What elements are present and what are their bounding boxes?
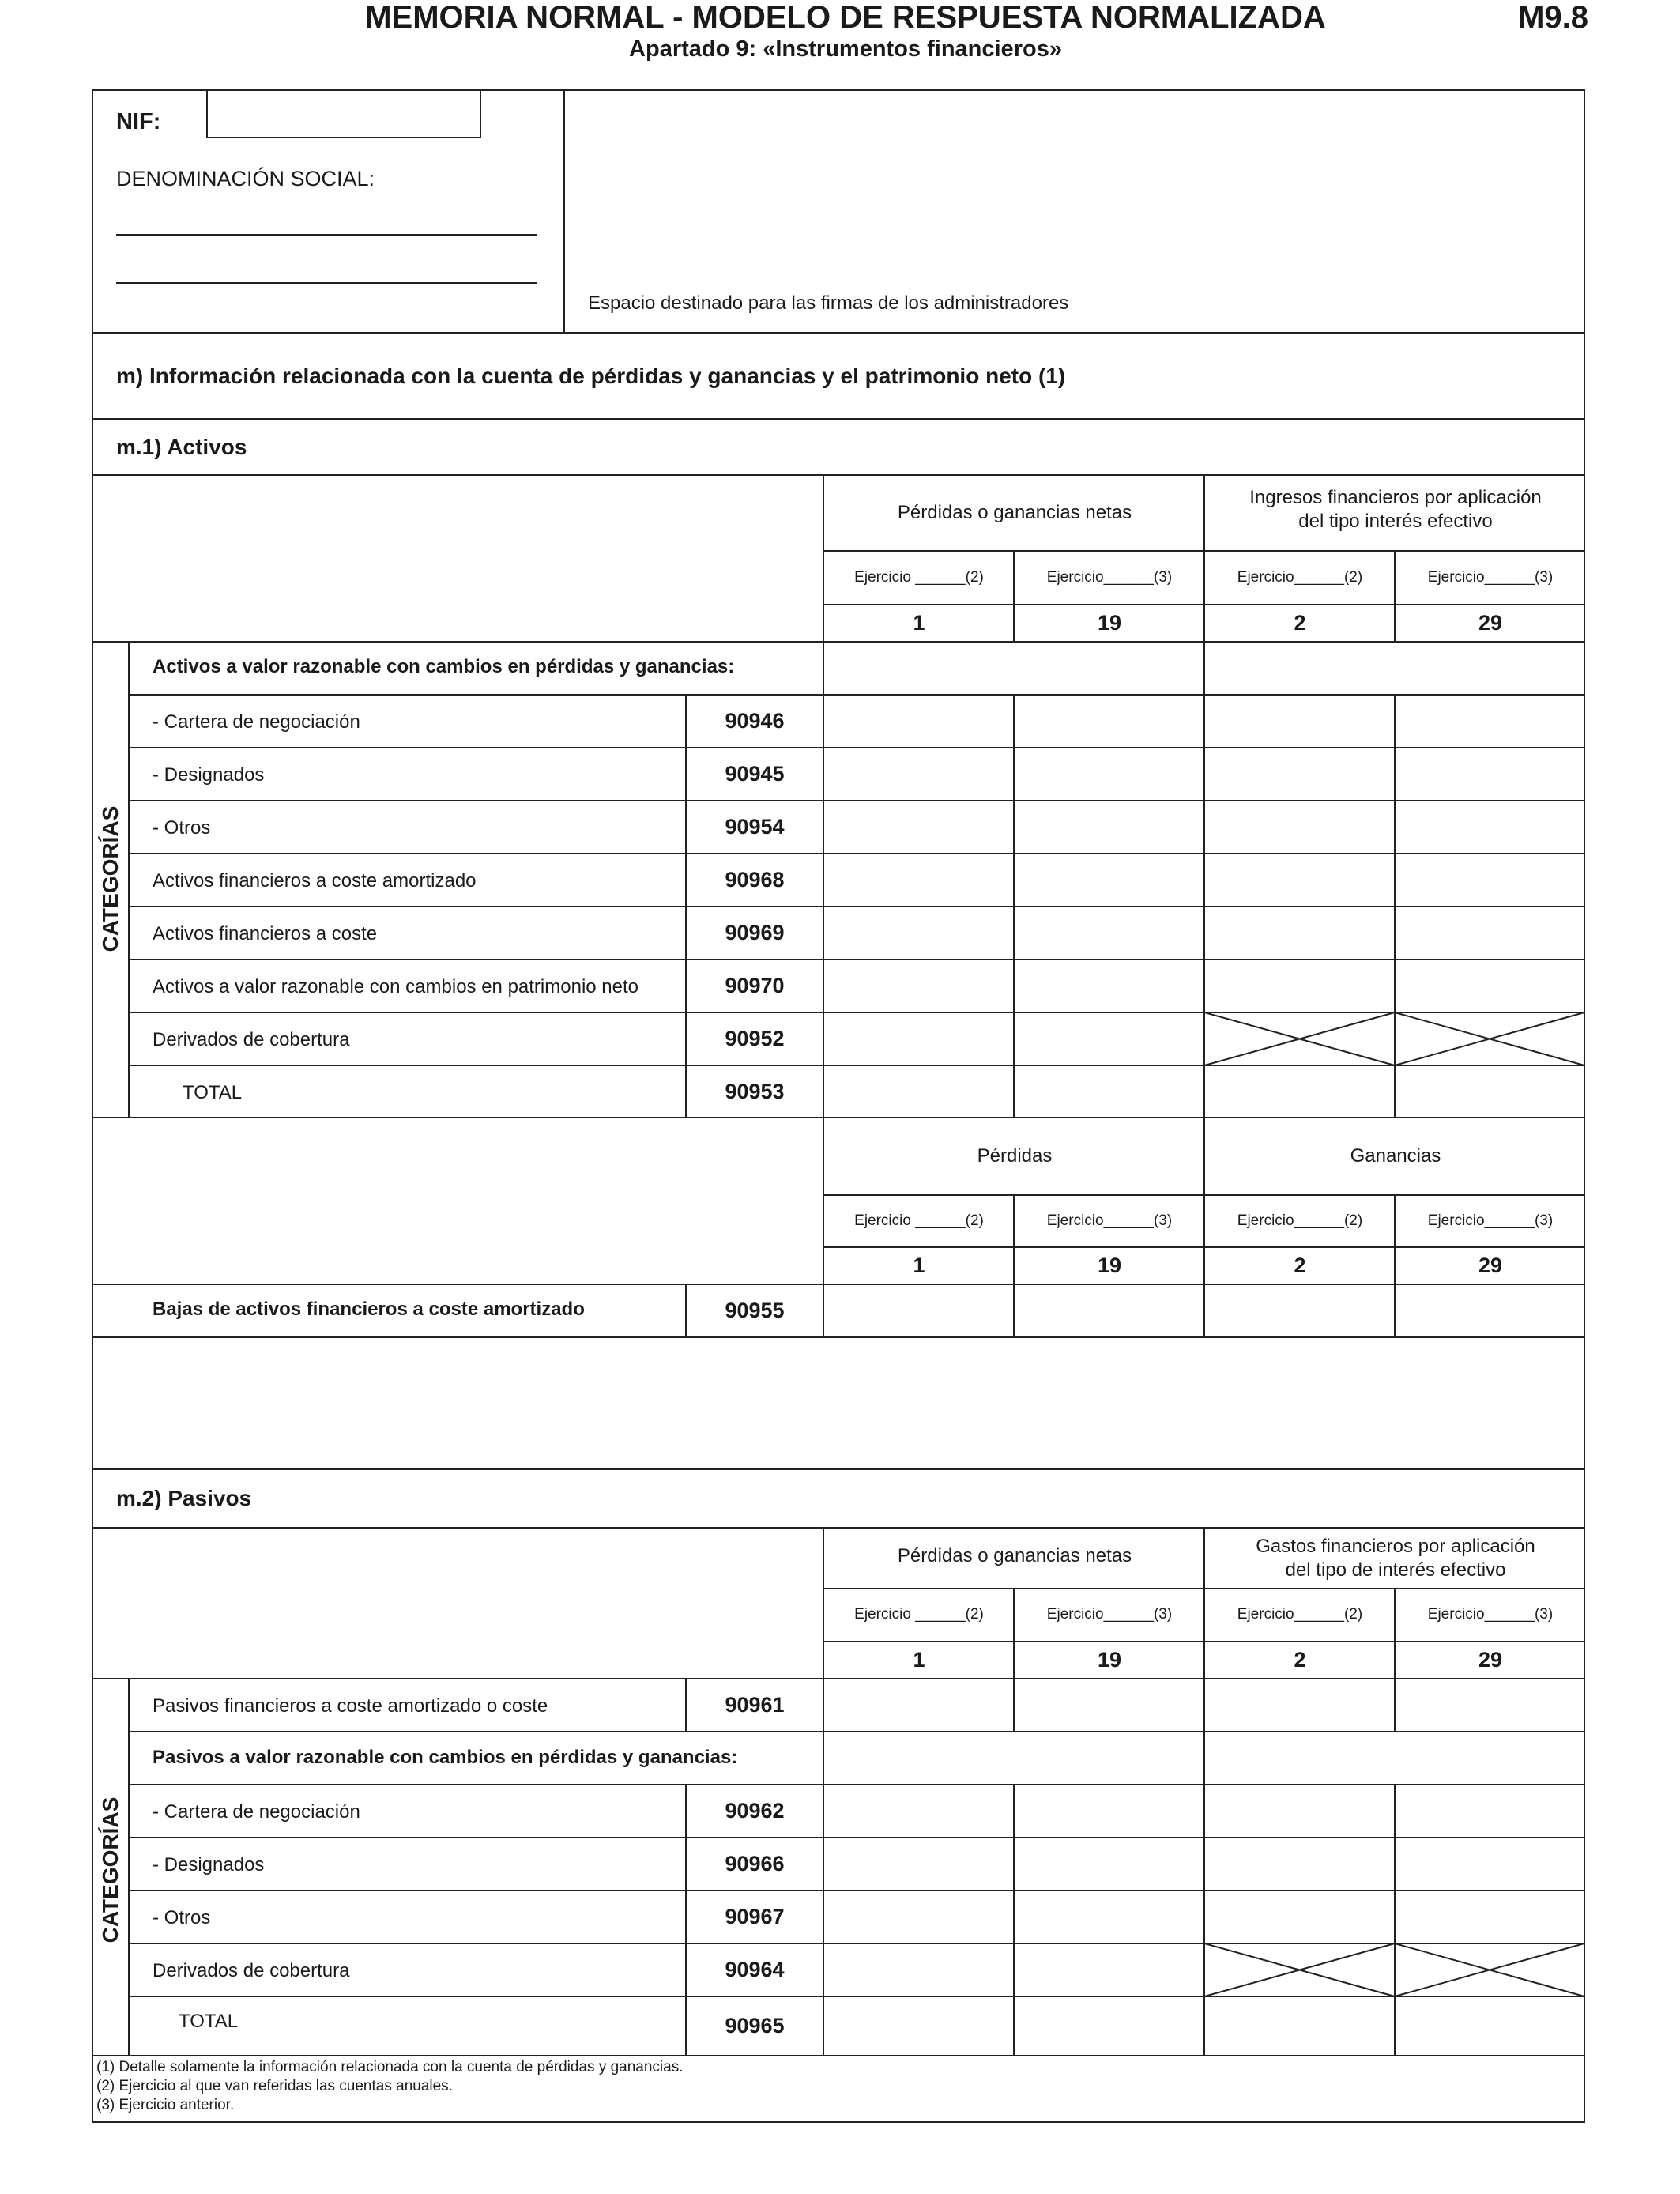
bajas-ej-col-4: Ejercicio______(3) bbox=[1427, 1212, 1554, 1229]
activos-ej-col-2: Ejercicio______(3) bbox=[1046, 569, 1173, 586]
amount-input-cell[interactable] bbox=[1396, 855, 1583, 905]
amount-input-cell[interactable] bbox=[1206, 1286, 1393, 1336]
pasivos-group-perdidas-ganancias: Pérdidas o ganancias netas bbox=[897, 1545, 1132, 1566]
amount-input-cell[interactable] bbox=[1206, 802, 1393, 852]
activos-row-code: 90945 bbox=[725, 762, 785, 786]
pasivos-total-label: TOTAL bbox=[179, 2011, 239, 2032]
signature-space-label: Espacio destinado para las firmas de los administradores bbox=[588, 292, 1069, 314]
activos-row-label: - Designados bbox=[153, 764, 265, 786]
amount-input-cell[interactable] bbox=[1396, 802, 1583, 852]
activos-title: m.1) Activos bbox=[116, 435, 247, 459]
pasivos-colnum-4: 29 bbox=[1478, 1648, 1503, 1672]
pasivos-row-code: 90967 bbox=[725, 1905, 785, 1928]
amount-input-cell[interactable] bbox=[1396, 908, 1583, 958]
activos-colnum-4: 29 bbox=[1478, 611, 1503, 635]
amount-input-cell[interactable] bbox=[1206, 1786, 1393, 1836]
pasivos-categorias-label: CATEGORÍAS bbox=[98, 1796, 122, 1943]
amount-input-cell[interactable] bbox=[825, 1839, 1012, 1889]
amount-input-cell[interactable] bbox=[825, 908, 1012, 958]
activos-categorias-label: CATEGORÍAS bbox=[98, 805, 122, 952]
activos-row-label: Activos financieros a coste amortizado bbox=[153, 870, 477, 892]
bajas-ej-col-3: Ejercicio______(2) bbox=[1237, 1212, 1363, 1229]
bajas-ej-col-2: Ejercicio______(3) bbox=[1046, 1212, 1173, 1229]
pasivos-colnum-1: 1 bbox=[913, 1648, 925, 1672]
amount-input-cell[interactable] bbox=[825, 749, 1012, 799]
amount-input-cell[interactable] bbox=[1015, 1286, 1203, 1336]
pasivos-group-gastos-line2: del tipo de interés efectivo bbox=[1285, 1559, 1506, 1581]
denominacion-label: DENOMINACIÓN SOCIAL: bbox=[116, 167, 375, 190]
activos-row-code: 90969 bbox=[725, 921, 785, 944]
pasivos-row-label: - Designados bbox=[153, 1854, 265, 1875]
pasivos-first-row-code: 90961 bbox=[725, 1693, 785, 1717]
footnote-2: (2) Ejercicio al que van referidas las cuentas anuales. bbox=[96, 2078, 453, 2094]
activos-colnum-1: 1 bbox=[913, 611, 925, 635]
amount-input-cell[interactable] bbox=[825, 802, 1012, 852]
nif-label: NIF: bbox=[116, 109, 161, 134]
amount-input-cell[interactable] bbox=[1206, 1892, 1393, 1942]
denominacion-line-2[interactable] bbox=[116, 252, 537, 282]
amount-input-cell[interactable] bbox=[825, 1945, 1012, 1995]
form-subtitle: Apartado 9: «Instrumentos financieros» bbox=[629, 36, 1062, 62]
pasivos-first-row-label: Pasivos financieros a coste amortizado o coste bbox=[153, 1695, 548, 1717]
amount-input-cell[interactable] bbox=[1015, 1680, 1203, 1730]
pasivos-subheader: Pasivos a valor razonable con cambios en pérdidas y ganancias: bbox=[153, 1747, 738, 1768]
activos-row-code: 90968 bbox=[725, 868, 785, 892]
amount-input-cell[interactable] bbox=[1015, 1998, 1203, 2054]
amount-input-cell[interactable] bbox=[1396, 696, 1583, 746]
pasivos-colnum-2: 19 bbox=[1097, 1648, 1122, 1672]
amount-input-cell[interactable] bbox=[1015, 1892, 1203, 1942]
activos-row-code: 90970 bbox=[725, 974, 785, 997]
amount-input-cell[interactable] bbox=[1206, 908, 1393, 958]
pasivos-row-label: Derivados de cobertura bbox=[153, 1960, 350, 1981]
activos-row-label: - Otros bbox=[153, 817, 211, 839]
amount-input-cell[interactable] bbox=[1015, 1786, 1203, 1836]
activos-subheader: Activos a valor razonable con cambios en pérdidas y ganancias: bbox=[153, 656, 735, 677]
pasivos-ej-col-1: Ejercicio ______(2) bbox=[854, 1606, 984, 1623]
amount-input-cell[interactable] bbox=[1396, 1286, 1583, 1336]
amount-input-cell[interactable] bbox=[825, 1014, 1012, 1064]
amount-input-cell[interactable] bbox=[1206, 961, 1393, 1011]
amount-input-cell[interactable] bbox=[1015, 855, 1203, 905]
amount-input-cell[interactable] bbox=[1396, 749, 1583, 799]
pasivos-total-code: 90965 bbox=[725, 2014, 785, 2038]
amount-input-cell[interactable] bbox=[1396, 1786, 1583, 1836]
amount-input-cell[interactable] bbox=[1015, 1067, 1203, 1116]
bajas-colnum-1: 1 bbox=[913, 1253, 925, 1277]
amount-input-cell[interactable] bbox=[1396, 1067, 1583, 1116]
pasivos-ej-col-2: Ejercicio______(3) bbox=[1046, 1606, 1173, 1623]
bajas-row-code: 90955 bbox=[725, 1299, 785, 1322]
activos-ej-col-4: Ejercicio______(3) bbox=[1427, 569, 1554, 586]
amount-input-cell[interactable] bbox=[825, 1286, 1012, 1336]
amount-input-cell[interactable] bbox=[825, 855, 1012, 905]
amount-input-cell[interactable] bbox=[1015, 696, 1203, 746]
pasivos-title: m.2) Pasivos bbox=[116, 1486, 252, 1510]
form-code: M9.8 bbox=[1518, 0, 1588, 35]
amount-input-cell[interactable] bbox=[1206, 749, 1393, 799]
amount-input-cell[interactable] bbox=[1015, 802, 1203, 852]
activos-row-code: 90952 bbox=[725, 1027, 785, 1050]
amount-input-cell[interactable] bbox=[1206, 855, 1393, 905]
amount-input-cell[interactable] bbox=[1206, 1998, 1393, 2054]
footnote-1: (1) Detalle solamente la información relacionada con la cuenta de pérdidas y ganancias. bbox=[96, 2059, 684, 2075]
amount-input-cell[interactable] bbox=[825, 696, 1012, 746]
activos-ej-col-3: Ejercicio______(2) bbox=[1237, 569, 1363, 586]
amount-input-cell[interactable] bbox=[1015, 1839, 1203, 1889]
activos-group-perdidas-ganancias: Pérdidas o ganancias netas bbox=[897, 502, 1132, 523]
section-m-title: m) Información relacionada con la cuenta de pérdidas y ganancias y el patrimonio neto (1) bbox=[116, 364, 1066, 388]
activos-row-label: Activos financieros a coste bbox=[153, 923, 378, 944]
pasivos-group-gastos-line1: Gastos financieros por aplicación bbox=[1256, 1536, 1535, 1557]
amount-input-cell[interactable] bbox=[825, 1998, 1012, 2054]
amount-input-cell[interactable] bbox=[1396, 1998, 1583, 2054]
amount-input-cell[interactable] bbox=[1015, 749, 1203, 799]
bajas-ej-col-1: Ejercicio ______(2) bbox=[854, 1212, 984, 1229]
amount-input-cell[interactable] bbox=[825, 1680, 1012, 1730]
bajas-colnum-4: 29 bbox=[1478, 1253, 1503, 1277]
activos-row-label: - Cartera de negociación bbox=[153, 711, 360, 733]
activos-ej-col-1: Ejercicio ______(2) bbox=[854, 569, 984, 586]
amount-input-cell[interactable] bbox=[1206, 696, 1393, 746]
activos-total-label: TOTAL bbox=[183, 1082, 243, 1103]
form-title: MEMORIA NORMAL - MODELO DE RESPUESTA NORMALIZADA bbox=[365, 0, 1326, 35]
pasivos-row-code: 90964 bbox=[725, 1958, 785, 1981]
amount-input-cell[interactable] bbox=[1396, 1892, 1583, 1942]
amount-input-cell[interactable] bbox=[825, 1067, 1012, 1116]
nif-input[interactable] bbox=[209, 92, 479, 136]
signature-area[interactable] bbox=[566, 92, 1583, 281]
bajas-colnum-2: 19 bbox=[1097, 1253, 1122, 1277]
activos-row-label: Derivados de cobertura bbox=[153, 1029, 350, 1050]
activos-row-code: 90954 bbox=[725, 815, 785, 839]
amount-input-cell[interactable] bbox=[1396, 1680, 1583, 1730]
amount-input-cell[interactable] bbox=[1206, 1839, 1393, 1889]
amount-input-cell[interactable] bbox=[1015, 1014, 1203, 1064]
activos-group-ingresos-line2: del tipo interés efectivo bbox=[1298, 511, 1493, 532]
amount-input-cell[interactable] bbox=[1015, 961, 1203, 1011]
denominacion-line-1[interactable] bbox=[116, 204, 537, 234]
bajas-colnum-3: 2 bbox=[1294, 1253, 1306, 1277]
amount-input-cell[interactable] bbox=[825, 1892, 1012, 1942]
amount-input-cell[interactable] bbox=[1206, 1680, 1393, 1730]
pasivos-colnum-3: 2 bbox=[1294, 1648, 1306, 1672]
activos-colnum-2: 19 bbox=[1097, 611, 1122, 635]
bajas-group-perdidas: Pérdidas bbox=[977, 1145, 1053, 1167]
amount-input-cell[interactable] bbox=[1396, 1839, 1583, 1889]
amount-input-cell[interactable] bbox=[1206, 1067, 1393, 1116]
footnote-3: (3) Ejercicio anterior. bbox=[96, 2097, 235, 2113]
pasivos-row-label: - Otros bbox=[153, 1907, 211, 1928]
amount-input-cell[interactable] bbox=[1396, 961, 1583, 1011]
activos-colnum-3: 2 bbox=[1294, 611, 1306, 635]
activos-group-ingresos-line1: Ingresos financieros por aplicación bbox=[1249, 487, 1542, 508]
pasivos-ej-col-4: Ejercicio______(3) bbox=[1427, 1606, 1554, 1623]
activos-row-label: Activos a valor razonable con cambios en patrimonio neto bbox=[153, 976, 638, 997]
amount-input-cell[interactable] bbox=[825, 1786, 1012, 1836]
bajas-row-label: Bajas de activos financieros a coste amortizado bbox=[153, 1299, 585, 1320]
pasivos-ej-col-3: Ejercicio______(2) bbox=[1237, 1606, 1363, 1623]
pasivos-row-code: 90966 bbox=[725, 1852, 785, 1875]
bajas-group-ganancias: Ganancias bbox=[1350, 1145, 1441, 1167]
pasivos-row-label: - Cartera de negociación bbox=[153, 1801, 360, 1823]
pasivos-row-code: 90962 bbox=[725, 1799, 785, 1823]
amount-input-cell[interactable] bbox=[1015, 1945, 1203, 1995]
amount-input-cell[interactable] bbox=[1015, 908, 1203, 958]
amount-input-cell[interactable] bbox=[825, 961, 1012, 1011]
activos-total-code: 90953 bbox=[725, 1080, 785, 1103]
activos-row-code: 90946 bbox=[725, 709, 785, 733]
